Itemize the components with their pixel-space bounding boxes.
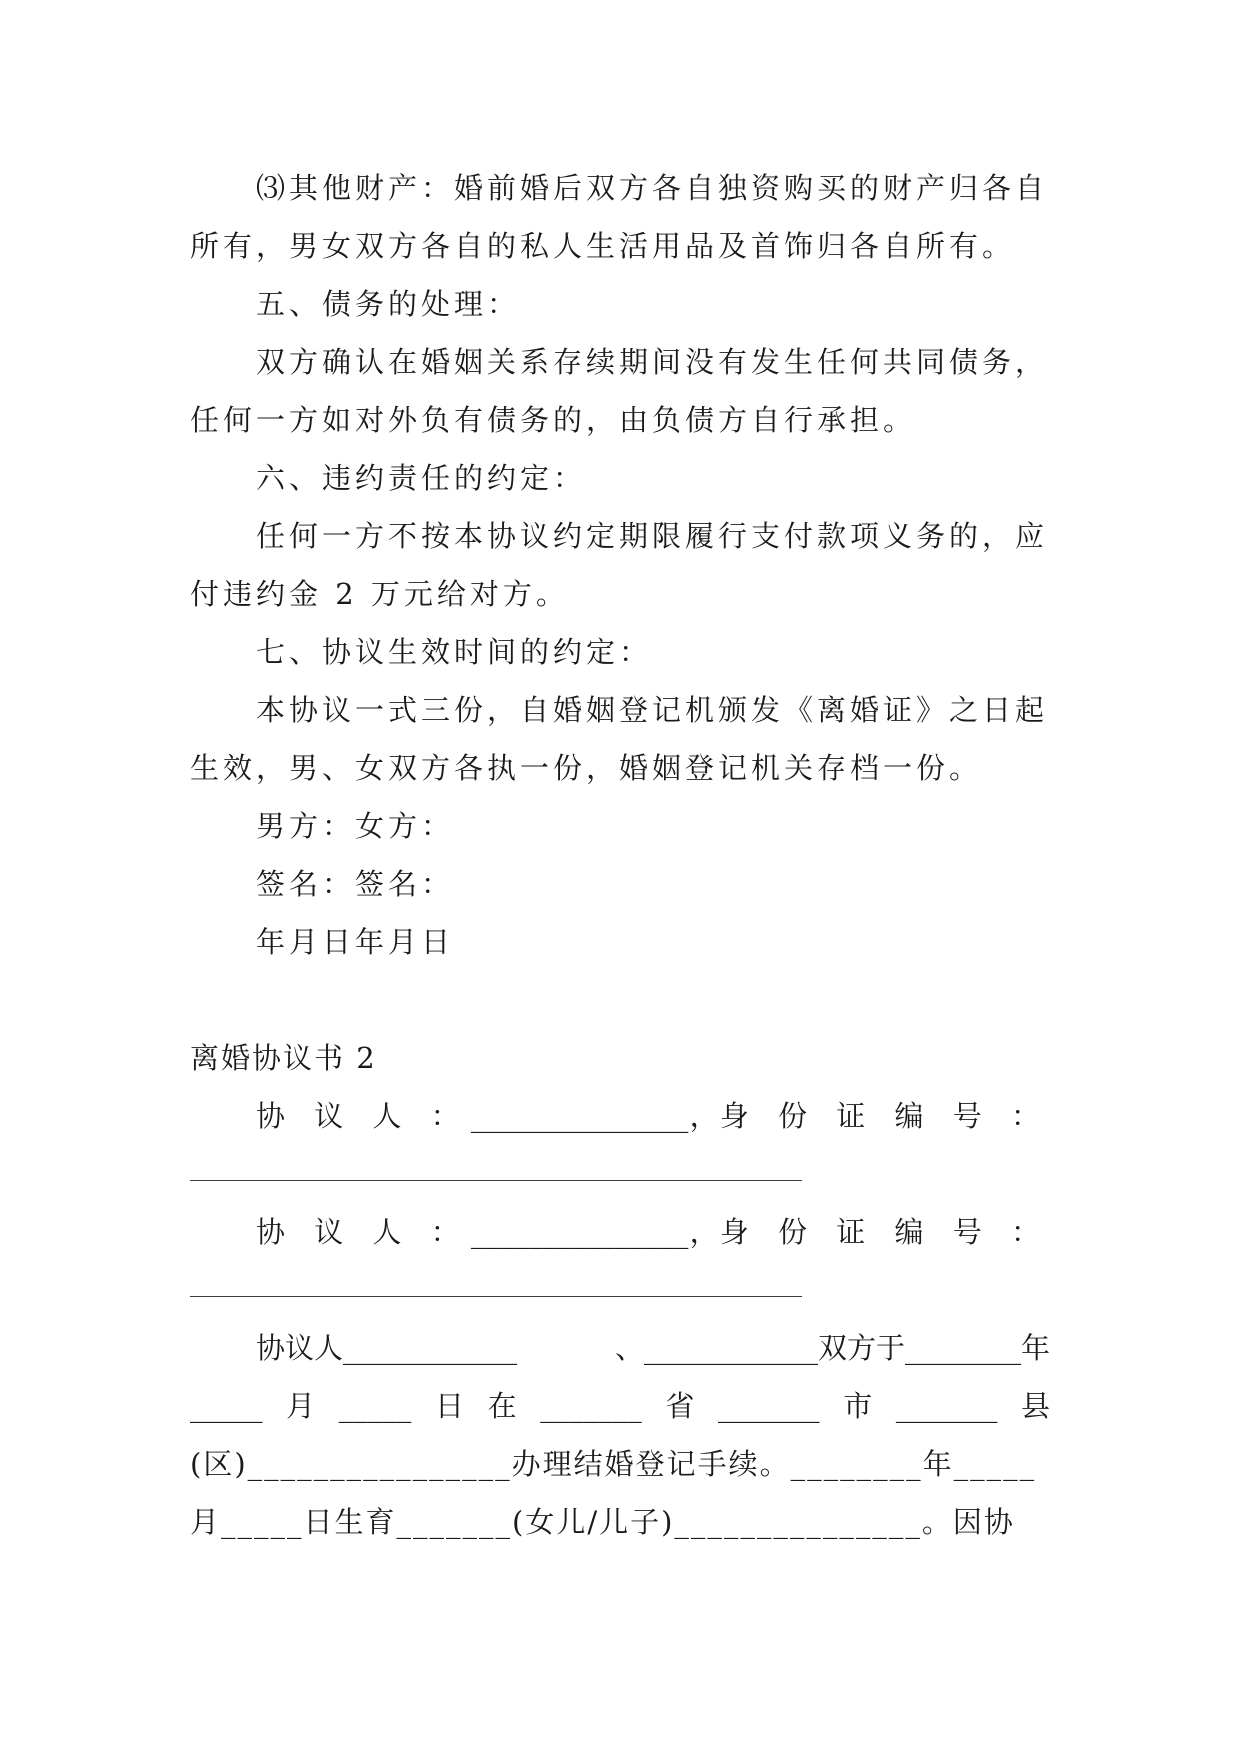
month-label: 月 [286, 1389, 316, 1423]
party2-id-label: 身 份 证 编 号 ： [719, 1215, 1050, 1249]
marriage-line-1 [256, 1328, 1050, 1368]
day-blank: _____ [338, 1389, 412, 1423]
month-blank: _____ [190, 1389, 263, 1423]
city-label: 市 [843, 1389, 873, 1423]
signature-dates: 年月日年月日 [256, 925, 455, 959]
party2-id-blank [190, 1296, 802, 1297]
at-label: 在 [487, 1389, 517, 1423]
section-heading-effective: 七、协议生效时间的约定： [256, 635, 653, 669]
paragraph-other-property: ⑶其他财产：婚前婚后双方各自独资购买的财产归各自 [256, 171, 1049, 205]
signature-parties: 男方：女方： [256, 809, 455, 843]
county-label: 县 [1020, 1389, 1050, 1423]
marriage-line-3: (区)________________办理结婚登记手续。________年_____ [190, 1447, 1037, 1481]
day-label: 日 [434, 1389, 464, 1423]
marriage-line-2 [190, 1386, 1050, 1426]
paragraph-effective: 本协议一式三份，自婚姻登记机颁发《离婚证》之日起 [256, 693, 1049, 727]
party1-label: 协 议 人 ： [256, 1099, 470, 1133]
province-label: 省 [665, 1389, 695, 1423]
signature-names: 签名：签名： [256, 867, 455, 901]
party2-label: 协 议 人 ： [256, 1215, 470, 1249]
marriage-line-1-part-a: 协议人____________ [256, 1331, 518, 1365]
marriage-line-1-part-b: 、____________双方于________年 [614, 1331, 1050, 1365]
document-title: 离婚协议书 2 [190, 1041, 377, 1075]
marriage-line-4: 月_____日生育_______(女儿/儿子)_______________。因协 [190, 1505, 1015, 1539]
party1-id-label: 身 份 证 编 号 ： [719, 1099, 1050, 1133]
party1-comma: ， [689, 1099, 719, 1133]
paragraph-other-property-cont: 所有，男女双方各自的私人生活用品及首饰归各自所有。 [190, 229, 1016, 263]
party1-id-blank [190, 1180, 802, 1181]
party1-name-blank: _______________ [470, 1099, 689, 1133]
province-blank: _______ [540, 1389, 642, 1423]
section-heading-liability: 六、违约责任的约定： [256, 461, 587, 495]
party2-line [256, 1212, 1050, 1252]
paragraph-effective-cont: 生效，男、女双方各执一份，婚姻登记机关存档一份。 [190, 751, 983, 785]
paragraph-debts: 双方确认在婚姻关系存续期间没有发生任何共同债务， [256, 345, 1049, 379]
party2-name-blank: _______________ [470, 1215, 689, 1249]
paragraph-liability: 任何一方不按本协议约定期限履行支付款项义务的，应 [256, 519, 1049, 553]
party2-comma: ， [689, 1215, 719, 1249]
county-blank: _______ [895, 1389, 998, 1423]
city-blank: _______ [718, 1389, 820, 1423]
section-heading-debts: 五、债务的处理： [256, 287, 521, 321]
party1-line [256, 1096, 1050, 1136]
paragraph-liability-cont: 付违约金 2 万元给对方。 [190, 577, 569, 611]
paragraph-debts-cont: 任何一方如对外负有债务的，由负债方自行承担。 [190, 403, 917, 437]
